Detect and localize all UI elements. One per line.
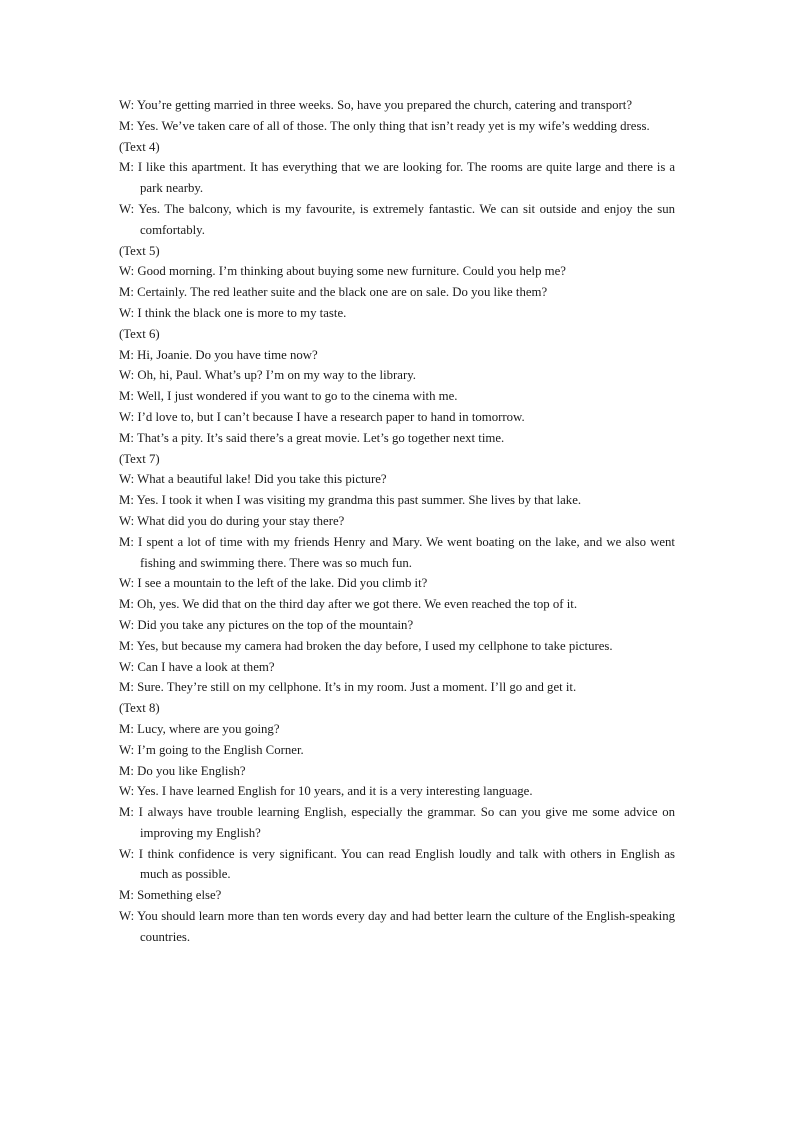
dialogue-line-woman: W: I see a mountain to the left of the lake. Did you climb it?: [119, 576, 428, 591]
dialogue-line-man: M: Well, I just wondered if you want to go to the cinema with me.: [119, 389, 458, 404]
dialogue-line-man: M: Sure. They’re still on my cellphone. It’s in my room. Just a moment. I’ll go and get it.: [119, 680, 577, 695]
dialogue-line-woman: W: Good morning. I’m thinking about buying some new furniture. Could you help me?: [119, 264, 566, 279]
dialogue-line-man: M: Certainly. The red leather suite and the black one are on sale. Do you like them?: [119, 285, 548, 300]
dialogue-line-man: M: I always have trouble learning English, especially the grammar. So can you give me some advice on improving my English?: [119, 805, 675, 840]
dialogue-line-woman: W: You should learn more than ten words every day and had better learn the culture of the English-speaking countries.: [119, 909, 675, 944]
dialogue-line-woman: W: I think confidence is very significant. You can read English loudly and talk with others in English as much as possible.: [119, 846, 675, 882]
dialogue-line-woman: W: Did you take any pictures on the top of the mountain?: [119, 617, 414, 632]
section-heading: (Text 6): [119, 326, 160, 341]
dialogue-line-woman: W: Oh, hi, Paul. What’s up? I’m on my way to the library.: [119, 368, 416, 383]
dialogue-line-man: M: Yes. I took it when I was visiting my grandma this past summer. She lives by that lake.: [119, 493, 582, 508]
dialogue-line-woman: W: Can I have a look at them?: [119, 659, 275, 674]
dialogue-line-man: M: That’s a pity. It’s said there’s a great movie. Let’s go together next time.: [119, 430, 505, 445]
dialogue-line-man: M: Oh, yes. We did that on the third day after we got there. We even reached the top of it.: [119, 597, 578, 612]
dialogue-line-woman: W: I’m going to the English Corner.: [119, 742, 304, 757]
dialogue-line-man: M: Something else?: [119, 888, 222, 903]
dialogue-line-woman: W: I’d love to, but I can’t because I have a research paper to hand in tomorrow.: [119, 409, 525, 424]
dialogue-line-woman: W: Yes. The balcony, which is my favourite, is extremely fantastic. We can sit outside and enjoy the sun comfortably.: [119, 201, 675, 237]
transcript-body: [119, 95, 675, 948]
dialogue-line-woman: W: You’re getting married in three weeks. So, have you prepared the church, catering and transport?: [119, 98, 632, 112]
dialogue-line-man: M: I like this apartment. It has everything that we are looking for. The rooms are quite large and there is a park nearby.: [119, 160, 675, 196]
section-heading: (Text 5): [119, 243, 160, 258]
dialogue-line-man: M: Hi, Joanie. Do you have time now?: [119, 347, 318, 362]
dialogue-line-woman: W: What a beautiful lake! Did you take this picture?: [119, 472, 387, 487]
dialogue-line-man: M: Lucy, where are you going?: [119, 721, 280, 736]
dialogue-line-man: M: Yes. We’ve taken care of all of those. The only thing that isn’t ready yet is my wife’s wedding dress.: [119, 118, 650, 133]
section-heading: (Text 8): [119, 701, 160, 716]
section-heading: (Text 4): [119, 139, 160, 154]
dialogue-line-woman: W: Yes. I have learned English for 10 years, and it is a very interesting language.: [119, 784, 533, 799]
dialogue-line-man: M: I spent a lot of time with my friends Henry and Mary. We went boating on the lake, and we also went fishing and swimming there. There was so much fun.: [119, 534, 675, 570]
dialogue-line-woman: W: What did you do during your stay there?: [119, 513, 345, 528]
dialogue-line-man: M: Do you like English?: [119, 763, 246, 778]
section-heading: (Text 7): [119, 451, 160, 466]
dialogue-line-man: M: Yes, but because my camera had broken the day before, I used my cellphone to take pictures.: [119, 638, 613, 653]
dialogue-line-woman: W: I think the black one is more to my taste.: [119, 305, 347, 320]
